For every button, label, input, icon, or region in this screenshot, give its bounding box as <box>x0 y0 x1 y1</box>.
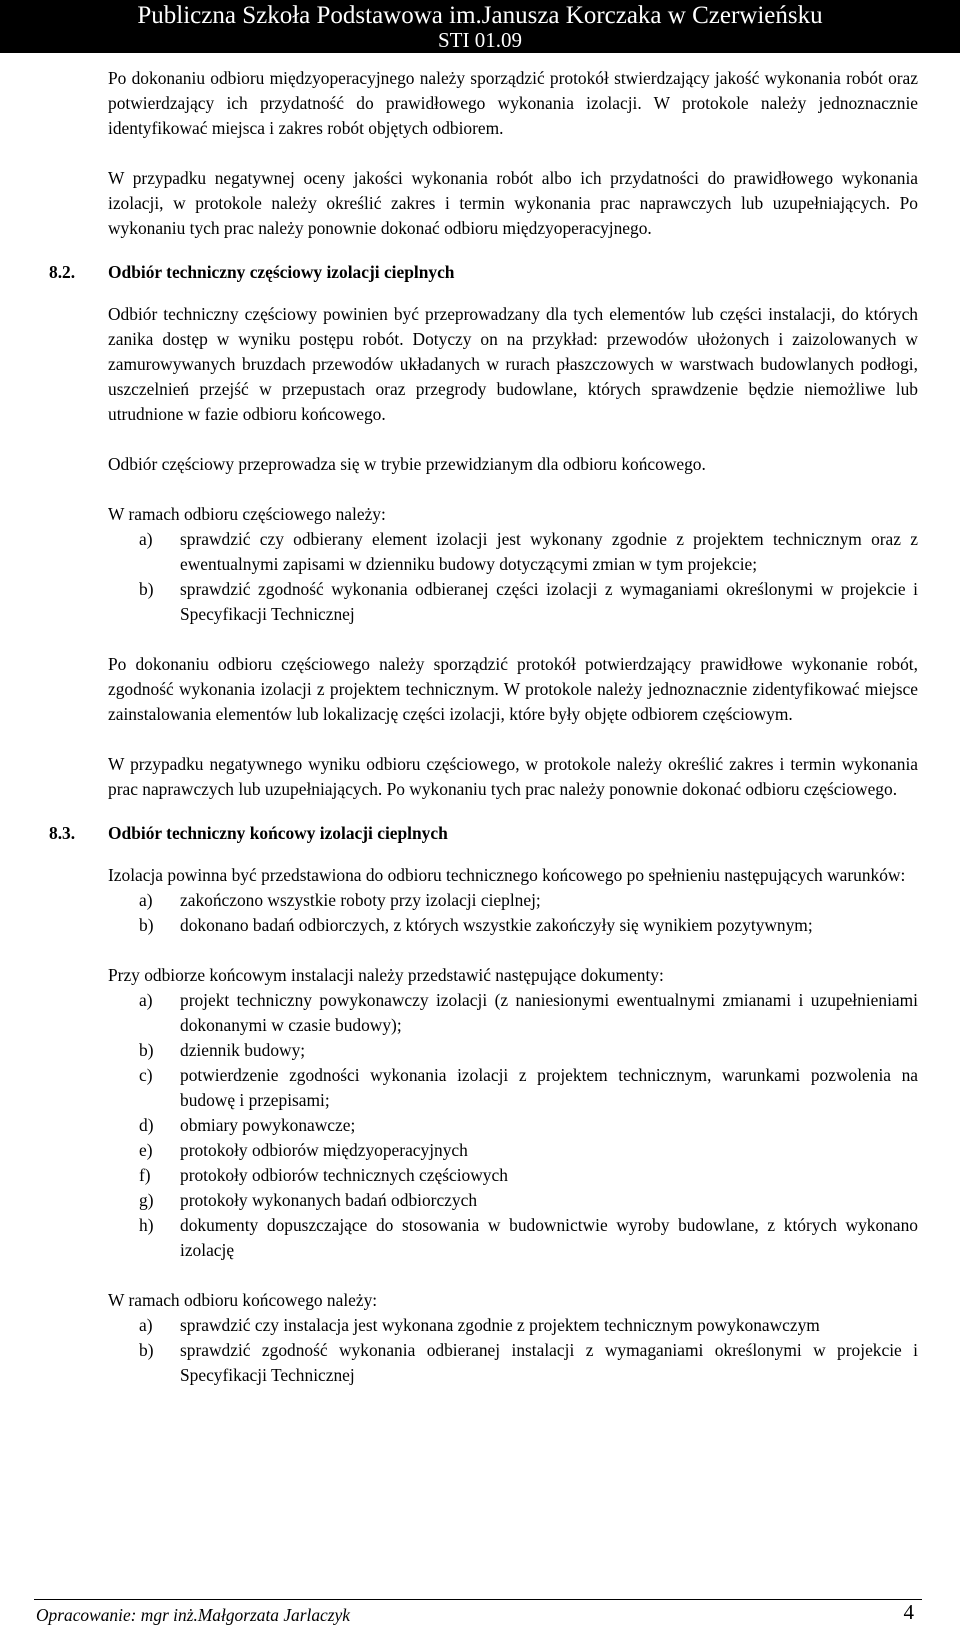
list-item <box>108 1188 918 1213</box>
list-item-text: sprawdzić zgodność wykonania odbieranej instalacji z wymaganiami określonymi w projekcie i Specyfikacji Technicznej <box>180 1340 918 1385</box>
section-heading-8-3 <box>49 821 918 846</box>
list-item <box>108 1338 918 1388</box>
s82-check-list <box>108 527 918 627</box>
s83-documents-list <box>108 988 918 1263</box>
footer-author: Opracowanie: mgr inż.Małgorzata Jarlaczyk <box>36 1605 350 1625</box>
list-item-text: protokoły wykonanych badań odbiorczych <box>180 1190 478 1210</box>
list-item <box>108 988 918 1038</box>
header-code: STI 01.09 <box>438 28 522 52</box>
list-item-text: projekt techniczny powykonawczy izolacji (z naniesionymi ewentualnymi zmianami i uzupełnieniami dokonanymi w czasie budowy); <box>180 990 918 1035</box>
list-item-text: protokoły odbiorów międzyoperacyjnych <box>180 1140 468 1160</box>
list-item-label: a) <box>139 529 153 549</box>
s83-conditions-list <box>108 888 918 938</box>
list-item-label: b) <box>139 1340 154 1360</box>
section-heading-8-2 <box>49 260 918 285</box>
page-number: 4 <box>903 1600 914 1624</box>
list-item <box>108 913 918 938</box>
list-item-label: c) <box>139 1065 153 1085</box>
list-item-text: sprawdzić czy instalacja jest wykonana zgodnie z projektem technicznym powykonawczym <box>180 1315 820 1335</box>
section-title: Odbiór techniczny końcowy izolacji cieplnych <box>108 823 448 843</box>
s83-final-check-list <box>108 1313 918 1388</box>
list-item-label: g) <box>139 1190 154 1210</box>
list-item-label: e) <box>139 1140 153 1160</box>
list-item <box>108 888 918 913</box>
list-item <box>108 527 918 577</box>
list-item-label: h) <box>139 1215 154 1235</box>
list-item-text: dokumenty dopuszczające do stosowania w budownictwie wyroby budowlane, z których wykonano izolację <box>180 1215 918 1260</box>
section-number: 8.3. <box>49 823 76 843</box>
s83-final-intro: W ramach odbioru końcowego należy: <box>108 1290 378 1310</box>
list-item-label: b) <box>139 915 154 935</box>
intro-paragraph-1: Po dokonaniu odbioru międzyoperacyjnego należy sporządzić protokół stwierdzający jakość wykonania robót oraz potwierdzający ich przydatność do prawidłowego wykonania izolacji. W protokole należy jednoznacznie identyfikować miejsca i zakres robót objętych odbiorem. <box>108 68 918 138</box>
s83-paragraph-1: Izolacja powinna być przedstawiona do odbioru technicznego końcowego po spełnieniu następujących warunków: <box>108 865 906 885</box>
list-item <box>108 1038 918 1063</box>
list-item <box>108 1138 918 1163</box>
list-item <box>108 577 918 627</box>
list-item-label: d) <box>139 1115 154 1135</box>
list-item-label: a) <box>139 1315 153 1335</box>
list-item-text: potwierdzenie zgodności wykonania izolacji z projektem technicznym, warunkami pozwolenia na budowę i przepisami; <box>180 1065 918 1110</box>
list-item-text: zakończono wszystkie roboty przy izolacji cieplnej; <box>180 890 541 910</box>
list-item-text: dokonano badań odbiorczych, z których wszystkie zakończyły się wynikiem pozytywnym; <box>180 915 813 935</box>
list-item <box>108 1313 918 1338</box>
list-item <box>108 1163 918 1188</box>
list-item <box>108 1063 918 1113</box>
intro-paragraph-2: W przypadku negatywnej oceny jakości wykonania robót albo ich przydatności do prawidłowego wykonania izolacji, w protokole należy określić zakres i termin wykonania prac naprawczych lub uzupełniających. Po wykonaniu tych prac należy ponownie dokonać odbioru międzyoperacyjnego. <box>108 168 918 238</box>
list-item-label: a) <box>139 990 153 1010</box>
list-item-label: b) <box>139 579 154 599</box>
list-item <box>108 1113 918 1138</box>
s82-paragraph-1: Odbiór techniczny częściowy powinien być przeprowadzany dla tych elementów lub części instalacji, do których zanika dostęp w wyniku postępu robót. Dotyczy on na przykład: przewodów ułożonych i zaizolowanych w zamurowywanych bruzdach przewodów układanych w rurach płaszczowych w warstwach budowlanych podłogi, uszczelnień przejść w przepustach oraz przegrody budowlane, których sprawdzenie będzie niemożliwe lub utrudnione w fazie odbioru końcowego. <box>108 304 918 424</box>
list-item-label: a) <box>139 890 153 910</box>
list-item-text: sprawdzić zgodność wykonania odbieranej części izolacji z wymaganiami określonymi w projekcie i Specyfikacji Technicznej <box>180 579 918 624</box>
list-item <box>108 1213 918 1263</box>
header-title: Publiczna Szkoła Podstawowa im.Janusza Korczaka w Czerwieńsku <box>137 2 823 29</box>
document-body <box>49 66 918 1388</box>
list-item-text: protokoły odbiorów technicznych częściowych <box>180 1165 508 1185</box>
list-item-text: obmiary powykonawcze; <box>180 1115 356 1135</box>
section-number: 8.2. <box>49 262 76 282</box>
s82-paragraph-3: Po dokonaniu odbioru częściowego należy sporządzić protokół potwierdzający prawidłowe wykonanie robót, zgodność wykonania izolacji z projektem technicznym. W protokole należy jednoznacznie zidentyfikować miejsce zainstalowania elementów lub lokalizację części izolacji, które były objęte odbiorem częściowym. <box>108 654 918 724</box>
list-item-label: f) <box>139 1165 151 1185</box>
s82-paragraph-4: W przypadku negatywnego wyniku odbioru częściowego, w protokole należy określić zakres i termin wykonania prac naprawczych lub uzupełniających. Po wykonaniu tych prac należy ponownie dokonać odbioru częściowego. <box>108 754 918 799</box>
page-header <box>0 0 960 53</box>
footer-divider <box>34 1599 922 1600</box>
list-item-text: dziennik budowy; <box>180 1040 306 1060</box>
s83-docs-intro: Przy odbiorze końcowym instalacji należy przedstawić następujące dokumenty: <box>108 965 664 985</box>
s82-list-intro: W ramach odbioru częściowego należy: <box>108 504 386 524</box>
list-item-label: b) <box>139 1040 154 1060</box>
section-title: Odbiór techniczny częściowy izolacji cieplnych <box>108 262 455 282</box>
s82-paragraph-2: Odbiór częściowy przeprowadza się w trybie przewidzianym dla odbioru końcowego. <box>108 454 706 474</box>
list-item-text: sprawdzić czy odbierany element izolacji jest wykonany zgodnie z projektem technicznym oraz z ewentualnymi zapisami w dzienniku budowy dotyczącymi zmian w tym projekcie; <box>180 529 918 574</box>
